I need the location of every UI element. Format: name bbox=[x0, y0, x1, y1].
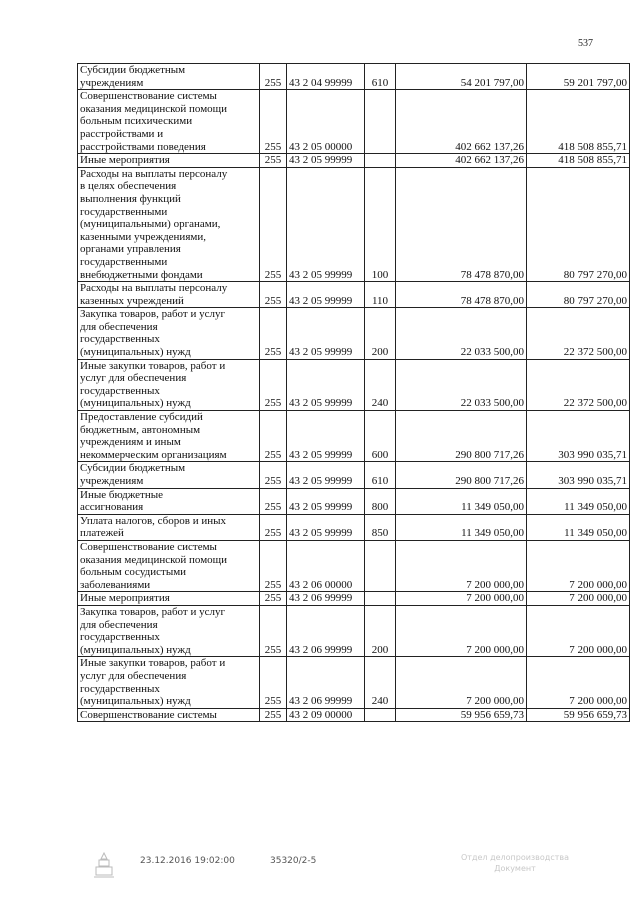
row-csr: 43 2 06 99999 bbox=[287, 592, 365, 606]
row-name-line: государственными bbox=[80, 205, 168, 218]
row-name bbox=[78, 657, 260, 708]
row-name bbox=[78, 90, 260, 154]
row-amount-1: 7 200 000,00 bbox=[396, 657, 527, 708]
row-name-line: Совершенствование системы bbox=[80, 540, 217, 553]
row-name bbox=[78, 592, 260, 606]
row-name-line: (муниципальных) нужд bbox=[80, 397, 191, 410]
row-vr: 240 bbox=[365, 359, 396, 410]
row-amount-2: 11 349 050,00 bbox=[527, 488, 630, 514]
row-name-line: Совершенствование системы bbox=[80, 708, 217, 721]
row-ved: 255 bbox=[260, 359, 287, 410]
row-name-line: оказания медицинской помощи bbox=[80, 102, 228, 115]
row-ved: 255 bbox=[260, 540, 287, 591]
row-amount-1: 22 033 500,00 bbox=[396, 359, 527, 410]
row-csr: 43 2 05 00000 bbox=[287, 90, 365, 154]
row-ved: 255 bbox=[260, 605, 287, 656]
row-vr: 100 bbox=[365, 167, 396, 281]
table-row bbox=[78, 90, 630, 154]
row-amount-2: 7 200 000,00 bbox=[527, 592, 630, 606]
row-name-line: казенными учреждениями, bbox=[80, 230, 206, 243]
row-name-line: Иные закупки товаров, работ и bbox=[80, 359, 226, 372]
row-name-line: (муниципальными) органами, bbox=[80, 218, 221, 231]
table-row bbox=[78, 64, 630, 90]
row-vr: 200 bbox=[365, 308, 396, 359]
row-vr: 110 bbox=[365, 282, 396, 308]
row-name-line: в целях обеспечения bbox=[80, 180, 177, 193]
row-vr: 610 bbox=[365, 462, 396, 488]
row-name-line: Уплата налогов, сборов и иных bbox=[80, 514, 227, 527]
row-amount-1: 290 800 717,26 bbox=[396, 411, 527, 462]
row-name-line: услуг для обеспечения bbox=[80, 669, 187, 682]
watermark-line-2: Документ bbox=[494, 864, 536, 873]
row-amount-2: 22 372 500,00 bbox=[527, 359, 630, 410]
footer-doc-number: 35320/2-5 bbox=[270, 856, 317, 866]
row-csr: 43 2 05 99999 bbox=[287, 514, 365, 540]
row-name-line: заболеваниями bbox=[80, 578, 151, 591]
row-csr: 43 2 05 99999 bbox=[287, 308, 365, 359]
row-csr: 43 2 05 99999 bbox=[287, 167, 365, 281]
row-ved: 255 bbox=[260, 154, 287, 168]
row-name-line: Иные мероприятия bbox=[80, 592, 170, 605]
row-name-line: (муниципальных) нужд bbox=[80, 695, 191, 708]
row-ved: 255 bbox=[260, 708, 287, 722]
row-csr: 43 2 06 99999 bbox=[287, 605, 365, 656]
row-name-line: (муниципальных) нужд bbox=[80, 346, 191, 359]
row-ved: 255 bbox=[260, 90, 287, 154]
row-vr: 240 bbox=[365, 657, 396, 708]
row-name-line: внебюджетными фондами bbox=[80, 268, 203, 281]
row-name-line: больным психическими bbox=[80, 115, 193, 128]
row-name-line: органами управления bbox=[80, 243, 181, 256]
row-amount-2: 303 990 035,71 bbox=[527, 411, 630, 462]
row-name-line: расстройствами поведения bbox=[80, 140, 206, 153]
row-vr: 610 bbox=[365, 64, 396, 90]
watermark bbox=[440, 852, 590, 874]
row-name-line: некоммерческим организациям bbox=[80, 448, 227, 461]
row-amount-2: 22 372 500,00 bbox=[527, 308, 630, 359]
row-name-line: Иные бюджетные bbox=[80, 488, 164, 501]
row-vr: 200 bbox=[365, 605, 396, 656]
row-name-line: Расходы на выплаты персоналу bbox=[80, 167, 228, 180]
row-amount-2: 418 508 855,71 bbox=[527, 90, 630, 154]
row-csr: 43 2 09 00000 bbox=[287, 708, 365, 722]
row-amount-2: 303 990 035,71 bbox=[527, 462, 630, 488]
row-ved: 255 bbox=[260, 657, 287, 708]
watermark-line-1: Отдел делопроизводства bbox=[461, 853, 569, 862]
row-ved: 255 bbox=[260, 167, 287, 281]
row-amount-1: 7 200 000,00 bbox=[396, 592, 527, 606]
row-ved: 255 bbox=[260, 488, 287, 514]
row-vr bbox=[365, 708, 396, 722]
row-vr: 800 bbox=[365, 488, 396, 514]
row-ved: 255 bbox=[260, 64, 287, 90]
row-ved: 255 bbox=[260, 514, 287, 540]
row-name-line: учреждениям bbox=[80, 475, 144, 487]
row-vr bbox=[365, 90, 396, 154]
row-csr: 43 2 05 99999 bbox=[287, 282, 365, 308]
table-row bbox=[78, 592, 630, 606]
row-amount-2: 80 797 270,00 bbox=[527, 282, 630, 308]
table-row bbox=[78, 411, 630, 462]
row-amount-2: 418 508 855,71 bbox=[527, 154, 630, 168]
row-vr bbox=[365, 540, 396, 591]
row-amount-1: 11 349 050,00 bbox=[396, 514, 527, 540]
row-amount-2: 7 200 000,00 bbox=[527, 657, 630, 708]
row-name bbox=[78, 167, 260, 281]
row-csr: 43 2 05 99999 bbox=[287, 488, 365, 514]
budget-table-body bbox=[78, 64, 630, 722]
row-ved: 255 bbox=[260, 592, 287, 606]
table-row bbox=[78, 462, 630, 488]
table-row bbox=[78, 514, 630, 540]
row-name-line: расстройствами и bbox=[80, 127, 164, 140]
row-amount-2: 80 797 270,00 bbox=[527, 167, 630, 281]
row-amount-2: 7 200 000,00 bbox=[527, 540, 630, 591]
row-name-line: услуг для обеспечения bbox=[80, 372, 187, 385]
row-name-line: ассигнования bbox=[80, 501, 144, 514]
table-row bbox=[78, 540, 630, 591]
row-amount-1: 59 956 659,73 bbox=[396, 708, 527, 722]
table-row bbox=[78, 708, 630, 722]
row-amount-1: 54 201 797,00 bbox=[396, 64, 527, 90]
row-name-line: государственными bbox=[80, 255, 168, 268]
row-name-line: Закупка товаров, работ и услуг bbox=[80, 308, 225, 321]
page-footer bbox=[0, 851, 640, 891]
row-name bbox=[78, 359, 260, 410]
row-vr bbox=[365, 154, 396, 168]
row-name bbox=[78, 308, 260, 359]
emblem-icon bbox=[93, 851, 115, 881]
table-row bbox=[78, 605, 630, 656]
row-vr: 850 bbox=[365, 514, 396, 540]
row-vr: 600 bbox=[365, 411, 396, 462]
row-amount-2: 59 201 797,00 bbox=[527, 64, 630, 90]
row-name bbox=[78, 488, 260, 514]
row-amount-1: 7 200 000,00 bbox=[396, 605, 527, 656]
row-amount-2: 11 349 050,00 bbox=[527, 514, 630, 540]
row-name bbox=[78, 708, 260, 722]
row-name-line: платежей bbox=[80, 527, 124, 540]
row-name-line: Иные закупки товаров, работ и bbox=[80, 657, 226, 670]
row-name-line: учреждениям и иным bbox=[80, 436, 181, 449]
row-csr: 43 2 06 00000 bbox=[287, 540, 365, 591]
row-amount-1: 11 349 050,00 bbox=[396, 488, 527, 514]
row-name-line: выполнения функций bbox=[80, 192, 181, 205]
footer-datetime: 23.12.2016 19:02:00 bbox=[140, 856, 235, 866]
row-csr: 43 2 05 99999 bbox=[287, 154, 365, 168]
row-name bbox=[78, 411, 260, 462]
row-name-line: Субсидии бюджетным bbox=[80, 64, 186, 76]
row-csr: 43 2 05 99999 bbox=[287, 411, 365, 462]
table-row bbox=[78, 308, 630, 359]
row-name-line: учреждениям bbox=[80, 76, 144, 89]
row-csr: 43 2 05 99999 bbox=[287, 462, 365, 488]
row-name bbox=[78, 154, 260, 168]
row-name bbox=[78, 64, 260, 90]
row-name bbox=[78, 462, 260, 488]
row-name bbox=[78, 540, 260, 591]
row-name-line: для обеспечения bbox=[80, 618, 158, 631]
row-csr: 43 2 05 99999 bbox=[287, 359, 365, 410]
row-ved: 255 bbox=[260, 308, 287, 359]
row-name-line: Предоставление субсидий bbox=[80, 411, 203, 424]
page-number: 537 bbox=[578, 38, 593, 49]
row-csr: 43 2 06 99999 bbox=[287, 657, 365, 708]
row-name-line: Субсидии бюджетным bbox=[80, 462, 186, 475]
row-name-line: для обеспечения bbox=[80, 320, 158, 333]
row-name-line: (муниципальных) нужд bbox=[80, 643, 191, 656]
table-row bbox=[78, 282, 630, 308]
table-row bbox=[78, 488, 630, 514]
row-name bbox=[78, 605, 260, 656]
row-amount-2: 7 200 000,00 bbox=[527, 605, 630, 656]
row-name-line: Совершенствование системы bbox=[80, 90, 217, 103]
row-name bbox=[78, 514, 260, 540]
row-csr: 43 2 04 99999 bbox=[287, 64, 365, 90]
row-ved: 255 bbox=[260, 282, 287, 308]
budget-table bbox=[77, 63, 630, 722]
row-amount-1: 290 800 717,26 bbox=[396, 462, 527, 488]
row-amount-1: 78 478 870,00 bbox=[396, 167, 527, 281]
row-name-line: Расходы на выплаты персоналу bbox=[80, 282, 228, 295]
row-name-line: Иные мероприятия bbox=[80, 154, 170, 167]
table-row bbox=[78, 154, 630, 168]
row-name-line: Закупка товаров, работ и услуг bbox=[80, 605, 225, 618]
row-ved: 255 bbox=[260, 462, 287, 488]
table-row bbox=[78, 359, 630, 410]
row-amount-1: 7 200 000,00 bbox=[396, 540, 527, 591]
row-amount-2: 59 956 659,73 bbox=[527, 708, 630, 722]
row-vr bbox=[365, 592, 396, 606]
row-name-line: больным сосудистыми bbox=[80, 566, 187, 579]
row-ved: 255 bbox=[260, 411, 287, 462]
table-row bbox=[78, 167, 630, 281]
row-name-line: казенных учреждений bbox=[80, 294, 184, 307]
row-name-line: государственных bbox=[80, 384, 160, 397]
row-name-line: бюджетным, автономным bbox=[80, 423, 201, 436]
row-amount-1: 78 478 870,00 bbox=[396, 282, 527, 308]
row-name-line: государственных bbox=[80, 333, 160, 346]
row-amount-1: 22 033 500,00 bbox=[396, 308, 527, 359]
row-name-line: государственных bbox=[80, 631, 160, 644]
row-amount-1: 402 662 137,26 bbox=[396, 90, 527, 154]
table-row bbox=[78, 657, 630, 708]
row-name-line: государственных bbox=[80, 682, 160, 695]
row-name bbox=[78, 282, 260, 308]
row-name-line: оказания медицинской помощи bbox=[80, 553, 228, 566]
row-amount-1: 402 662 137,26 bbox=[396, 154, 527, 168]
